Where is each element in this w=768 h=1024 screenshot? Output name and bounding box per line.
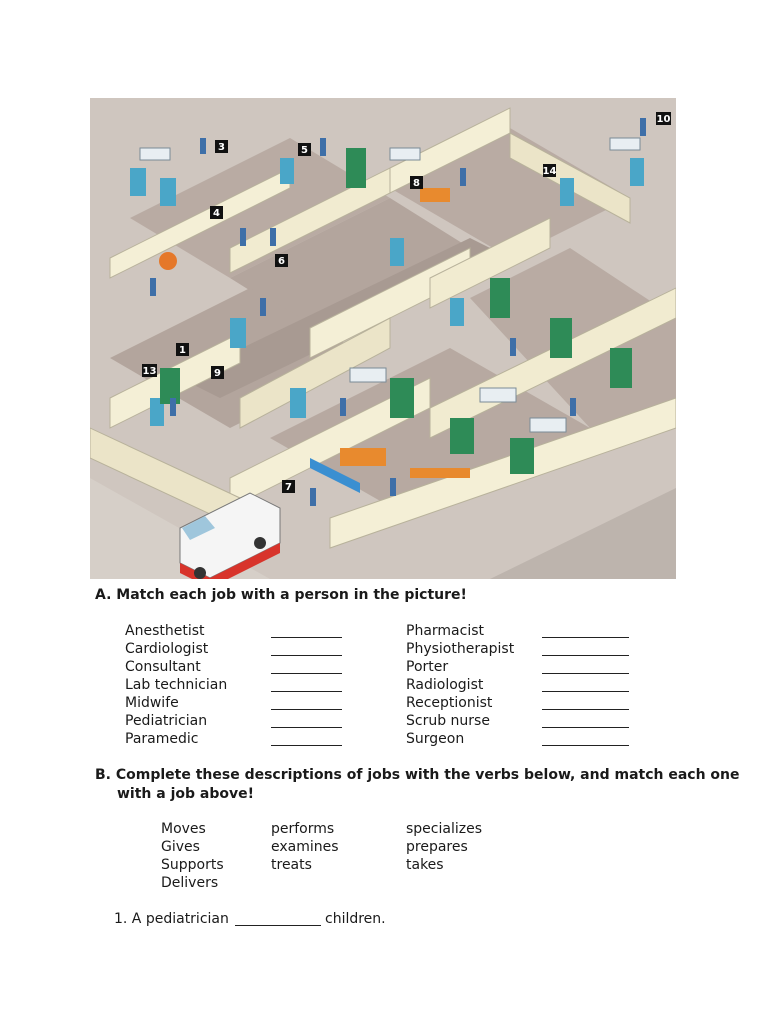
answer-blank[interactable]	[542, 745, 629, 746]
answer-blank[interactable]	[542, 655, 629, 656]
svg-text:14: 14	[542, 166, 557, 177]
job-label: Radiologist	[406, 677, 484, 693]
answer-blank[interactable]	[235, 925, 321, 926]
job-label: Pediatrician	[125, 713, 208, 729]
answer-blank[interactable]	[542, 637, 629, 638]
svg-text:9: 9	[214, 368, 221, 379]
answer-blank[interactable]	[542, 673, 629, 674]
verb-item: Gives	[161, 839, 200, 855]
job-label: Surgeon	[406, 731, 465, 747]
answer-blank[interactable]	[271, 691, 342, 692]
verb-item: prepares	[406, 839, 468, 855]
section-b-heading-continued: with a job above!	[117, 786, 254, 802]
svg-text:5: 5	[301, 145, 308, 156]
job-label: Midwife	[125, 695, 179, 711]
hospital-illustration	[90, 98, 676, 579]
svg-text:13: 13	[142, 366, 157, 377]
verb-item: takes	[406, 857, 444, 873]
verb-item: Moves	[161, 821, 206, 837]
answer-blank[interactable]	[271, 673, 342, 674]
exercise-prefix: 1. A pediatrician	[114, 911, 229, 927]
verb-item: specializes	[406, 821, 482, 837]
answer-blank[interactable]	[542, 709, 629, 710]
job-label: Consultant	[125, 659, 201, 675]
answer-blank[interactable]	[271, 727, 342, 728]
svg-text:10: 10	[656, 114, 671, 125]
verb-item: Delivers	[161, 875, 219, 891]
svg-text:6: 6	[278, 256, 285, 267]
job-label: Receptionist	[406, 695, 493, 711]
answer-blank[interactable]	[271, 709, 342, 710]
answer-blank[interactable]	[271, 745, 342, 746]
answer-blank[interactable]	[271, 637, 342, 638]
svg-text:3: 3	[218, 142, 225, 153]
section-a-heading: A. Match each job with a person in the picture!	[95, 587, 467, 603]
section-b-heading: B. Complete these descriptions of jobs with the verbs below, and match each one	[95, 767, 740, 783]
verb-item: treats	[271, 857, 312, 873]
verb-item: Supports	[161, 857, 224, 873]
job-label: Scrub nurse	[406, 713, 490, 729]
job-label: Physiotherapist	[406, 641, 515, 657]
job-label: Lab technician	[125, 677, 228, 693]
verb-item: performs	[271, 821, 335, 837]
svg-text:7: 7	[285, 482, 292, 493]
answer-blank[interactable]	[542, 727, 629, 728]
svg-text:4: 4	[213, 208, 220, 219]
answer-blank[interactable]	[271, 655, 342, 656]
answer-blank[interactable]	[542, 691, 629, 692]
job-label: Pharmacist	[406, 623, 484, 639]
svg-text:1: 1	[179, 345, 186, 356]
svg-text:8: 8	[413, 178, 420, 189]
job-label: Paramedic	[125, 731, 199, 747]
job-label: Cardiologist	[125, 641, 209, 657]
job-label: Anesthetist	[125, 623, 205, 639]
job-label: Porter	[406, 659, 449, 675]
exercise-suffix: children.	[325, 911, 386, 927]
verb-item: examines	[271, 839, 339, 855]
